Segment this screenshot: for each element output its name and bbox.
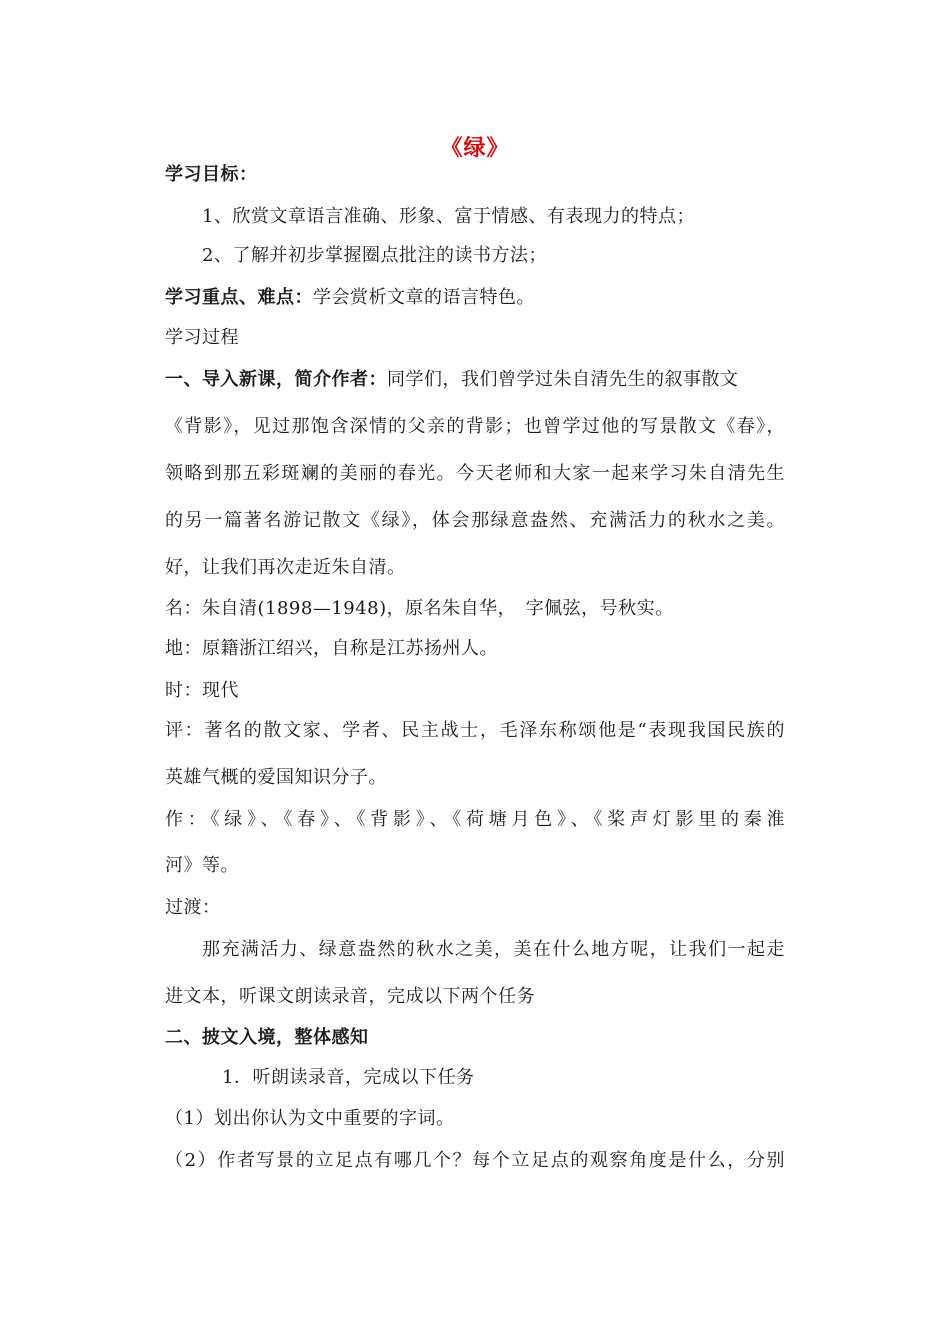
task-item-1: 1．听朗读录音，完成以下任务 [222, 1067, 475, 1088]
author-works-line-2: 河》等。 [165, 855, 239, 876]
author-place-line: 地：原籍浙江绍兴，自称是江苏扬州人。 [165, 638, 498, 659]
focus-text: 学会赏析文章的语言特色。 [313, 287, 535, 308]
focus-label: 学习重点、难点： [165, 287, 313, 308]
section1-line-4: 的另一篇著名游记散文《绿》，体会那绿意盎然、充满活力的秋水之美。 [165, 510, 785, 531]
section1-line-2: 《背影》，见过那饱含深情的父亲的背影；也曾学过他的写景散文《春》， [165, 416, 785, 437]
focus-line [165, 286, 535, 310]
author-works-line-1: 作：《绿》、《春》、《背影》、《荷塘月色》、《桨声灯影里的秦淮 [165, 809, 785, 830]
author-comment-line-1: 评：著名的散文家、学者、民主战士，毛泽东称颂他是“表现我国民族的 [165, 720, 785, 741]
transition-heading: 过渡： [165, 897, 221, 918]
task-subitem-1: （1）划出你认为文中重要的字词。 [165, 1108, 455, 1129]
author-name-line: 名：朱自清(1898—1948)，原名朱自华， 字佩弦，号秋实。 [165, 598, 674, 619]
task-subitem-2: （2）作者写景的立足点有哪几个？每个立足点的观察角度是什么，分别 [165, 1150, 785, 1171]
section1-first-line [165, 368, 739, 392]
section1-line-5: 好，让我们再次走近朱自清。 [165, 557, 406, 578]
transition-line-1: 那充满活力、绿意盎然的秋水之美，美在什么地方呢，让我们一起走 [202, 939, 785, 960]
author-comment-line-2: 英雄气概的爱国知识分子。 [165, 767, 387, 788]
section1-heading: 一、导入新课，简介作者： [165, 369, 387, 390]
goal-item-1: 1、欣赏文章语言准确、形象、富于情感、有表现力的特点； [202, 206, 695, 227]
goal-item-2: 2、了解并初步掌握圈点批注的读书方法； [202, 245, 547, 266]
author-era-line: 时：现代 [165, 680, 239, 701]
section1-line-3: 领略到那五彩斑斓的美丽的春光。今天老师和大家一起来学习朱自清先生 [165, 463, 785, 484]
transition-line-2: 进文本，听课文朗读录音，完成以下两个任务 [165, 986, 535, 1007]
document-title: 《绿》 [440, 136, 510, 161]
process-heading: 学习过程 [165, 327, 239, 348]
section1-intro-text: 同学们，我们曾学过朱自清先生的叙事散文 [387, 369, 739, 390]
section2-heading: 二、披文入境，整体感知 [165, 1027, 369, 1048]
goals-heading: 学习目标： [165, 164, 258, 185]
